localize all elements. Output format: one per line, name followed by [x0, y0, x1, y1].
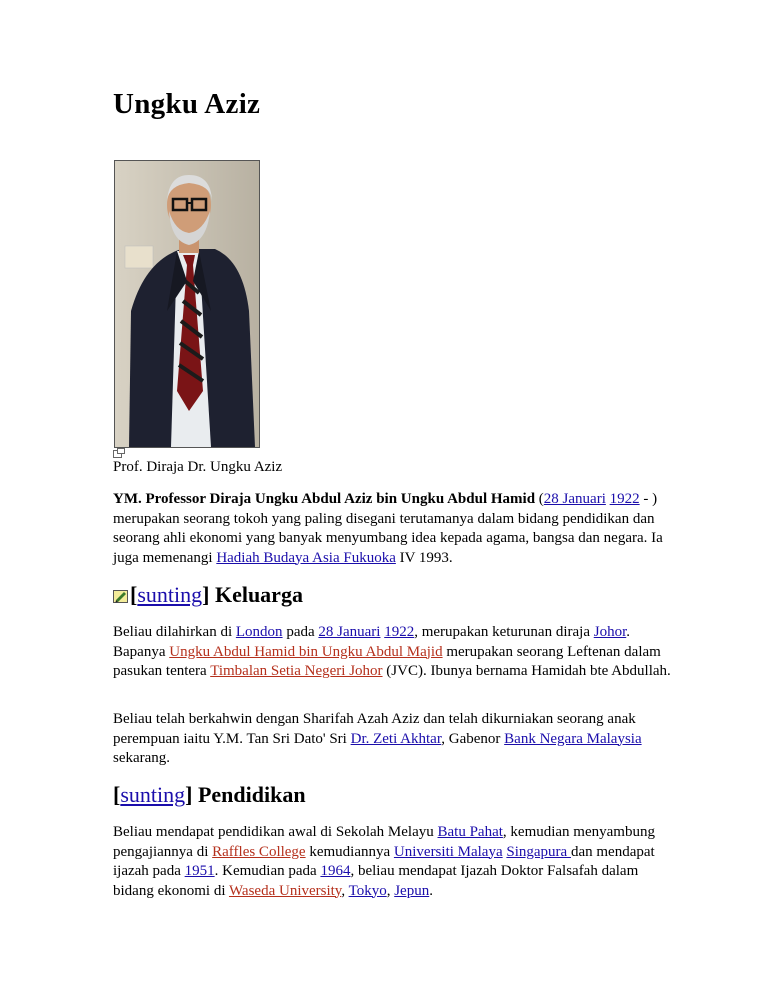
- edit-section-icon[interactable]: [113, 590, 128, 603]
- link-london[interactable]: London: [235, 624, 283, 640]
- link-jepun[interactable]: Jepun: [394, 882, 430, 899]
- edit-link-pendidikan[interactable]: sunting: [120, 782, 186, 807]
- photo-caption: Prof. Diraja Dr. Ungku Aziz: [113, 459, 283, 475]
- intro-paragraph: YM. Professor Diraja Ungku Abdul Aziz bin Ungku Abdul Hamid (28 Januari 1922 - ) merupakan seorang tokoh yang paling disegani terutamanya dalam bidang pendidikan dan seorang ahli ekonomi yang banyak menyumbang idea kepada agama, bangsa dan negara. Ia juga memenangi Hadiah Budaya Asia Fukuoka IV 1993.: [113, 491, 663, 566]
- link-1922[interactable]: 1922: [609, 491, 640, 507]
- pendidikan-paragraph: Beliau mendapat pendidikan awal di Sekolah Melayu Batu Pahat, kemudian menyambung pengajiannya di Raffles College kemudiannya Universiti Malaya Singapura dan mendapat ijazah pada 1951. Kemudian pada 1964, beliau mendapat Ijazah Doktor Falsafah dalam bidang ekonomi di Waseda University, Tokyo, Jepun.: [113, 824, 655, 899]
- keluarga-paragraph-1: Beliau dilahirkan di London pada 28 Januari 1922, merupakan keturunan diraja Johor. Bapanya Ungku Abdul Hamid bin Ungku Abdul Majid merupakan seorang Leftenan dalam pasukan tentera Timbalan Setia Negeri Johor (JVC). Ibunya bernama Hamidah bte Abdullah.: [113, 624, 671, 679]
- link-hadiah-budaya[interactable]: Hadiah Budaya Asia Fukuoka: [216, 549, 396, 566]
- portrait-photo: [114, 160, 260, 448]
- link-tokyo[interactable]: Tokyo: [348, 882, 387, 899]
- link-father[interactable]: Ungku Abdul Hamid bin Ungku Abdul Majid: [169, 643, 443, 660]
- link-zeti-akhtar[interactable]: Dr. Zeti Akhtar: [350, 730, 442, 747]
- link-1922-2[interactable]: 1922: [384, 624, 415, 640]
- broken-image-icon: [113, 448, 125, 458]
- link-batu-pahat[interactable]: Batu Pahat: [437, 824, 503, 840]
- link-waseda-university[interactable]: Waseda University: [228, 882, 342, 899]
- link-bank-negara[interactable]: Bank Negara Malaysia: [504, 730, 642, 747]
- link-universiti-malaya[interactable]: Universiti Malaya: [393, 843, 503, 860]
- section-heading-pendidikan: [sunting] Pendidikan: [113, 782, 306, 807]
- link-1964[interactable]: 1964: [320, 863, 351, 879]
- link-1951[interactable]: 1951: [184, 863, 215, 879]
- page-title: Ungku Aziz: [113, 88, 261, 120]
- link-johor[interactable]: Johor: [593, 624, 627, 640]
- section-heading-keluarga: [sunting] Keluarga: [113, 582, 303, 608]
- edit-link-keluarga[interactable]: sunting: [137, 582, 203, 607]
- portrait-image: [115, 161, 259, 447]
- subject-name: YM. Professor Diraja Ungku Abdul Aziz bin Ungku Abdul Hamid: [113, 491, 536, 507]
- link-singapura[interactable]: Singapura: [506, 843, 571, 860]
- link-28-januari[interactable]: 28 Januari: [543, 491, 606, 507]
- link-28-januari-2[interactable]: 28 Januari: [318, 624, 381, 640]
- link-jvc[interactable]: Timbalan Setia Negeri Johor: [210, 663, 383, 679]
- link-raffles-college[interactable]: Raffles College: [212, 843, 306, 860]
- keluarga-paragraph-2: Beliau telah berkahwin dengan Sharifah Azah Aziz dan telah dikurniakan seorang anak perempuan iaitu Y.M. Tan Sri Dato' Sri Dr. Zeti Akhtar, Gabenor Bank Negara Malaysia sekarang.: [113, 711, 642, 766]
